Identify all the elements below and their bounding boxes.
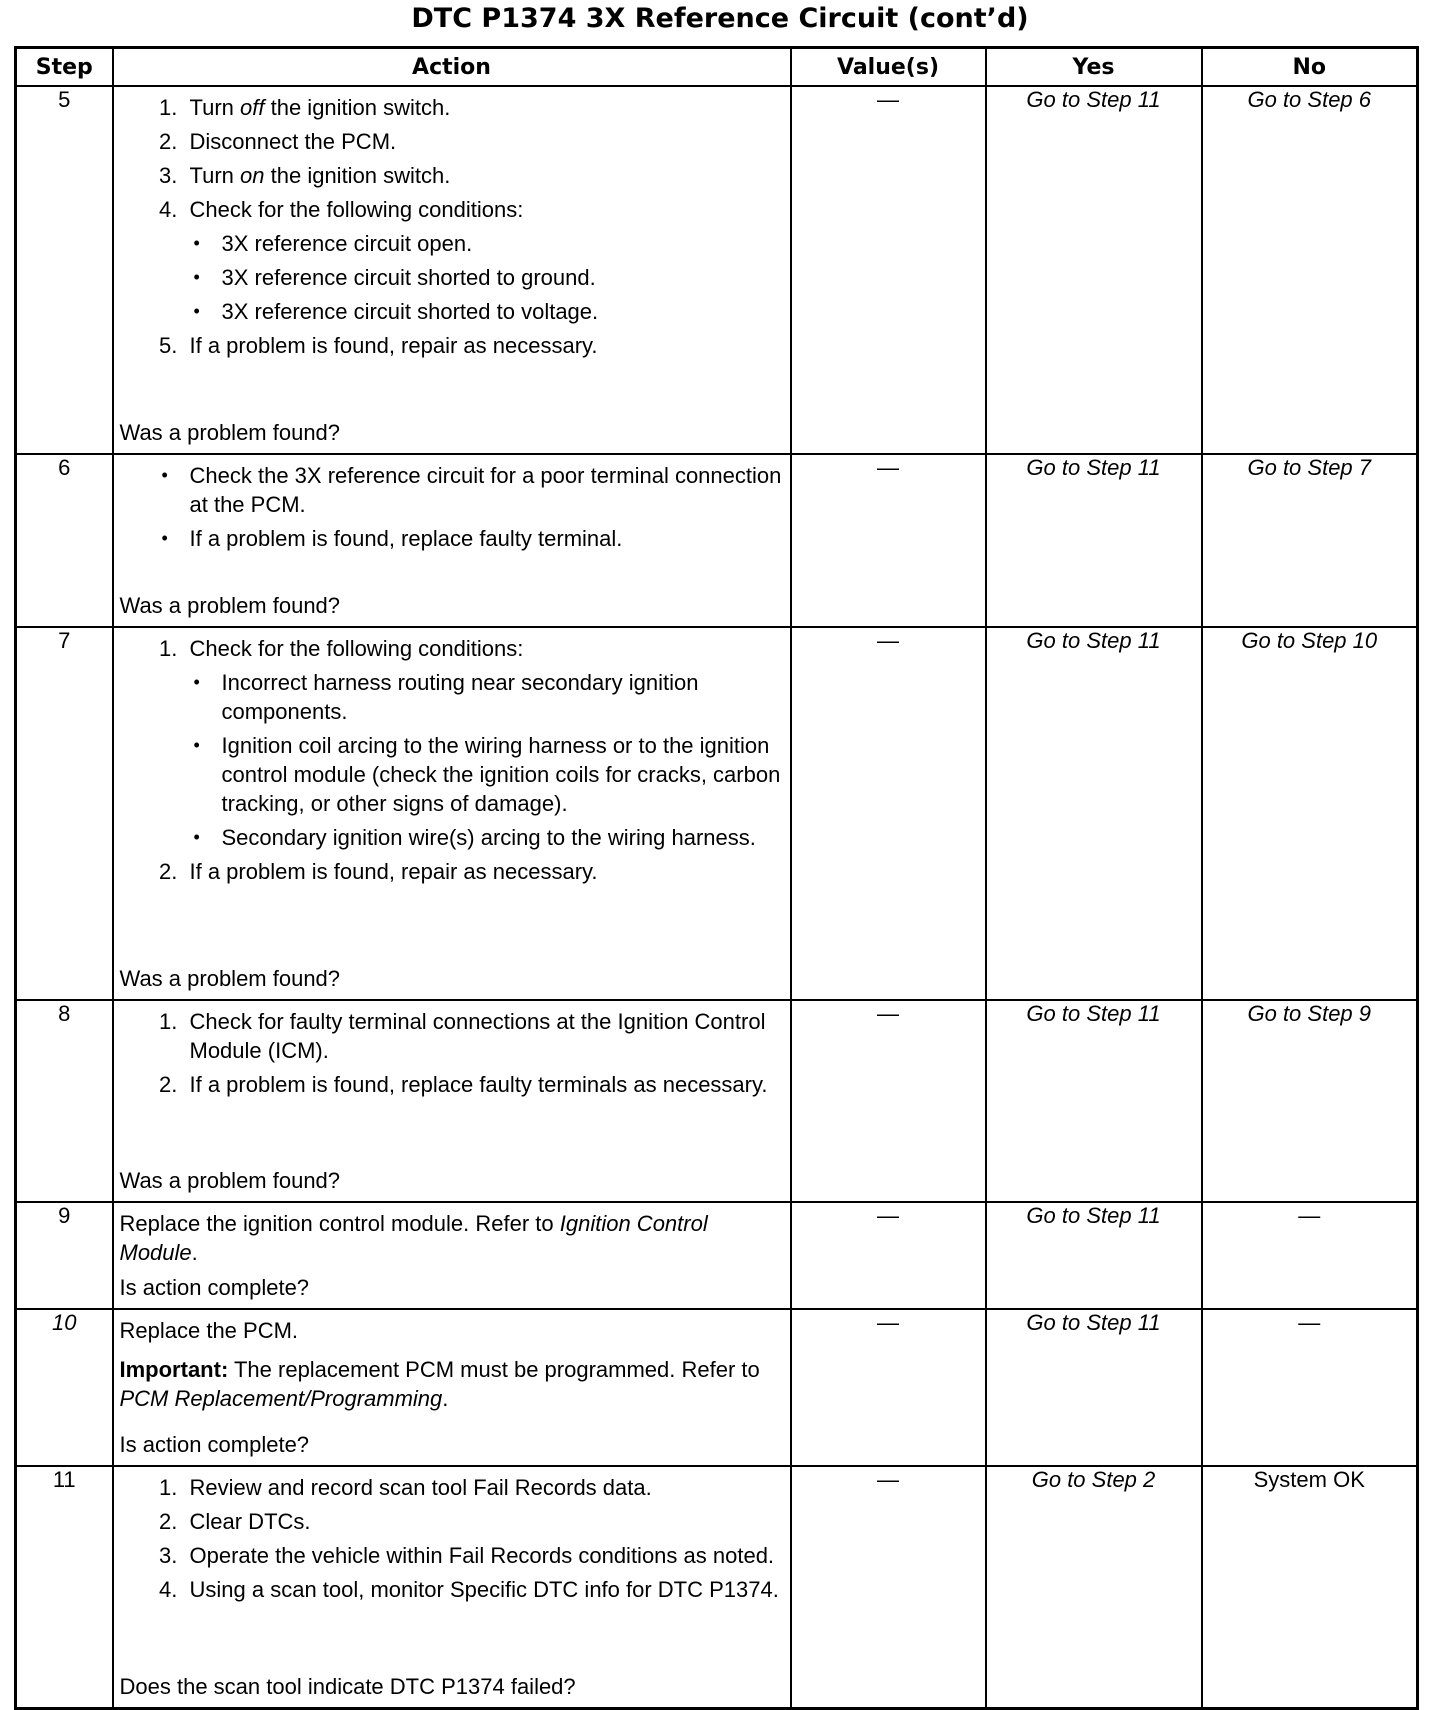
action-item: 1. Turn off the ignition switch. xyxy=(184,93,784,122)
action-cell xyxy=(113,627,791,1000)
bullet-item: • Check the 3X reference circuit for a poor terminal connection at the PCM. xyxy=(188,461,784,519)
yes-cell xyxy=(986,86,1202,454)
no-cell xyxy=(1202,1202,1418,1309)
yes-cell xyxy=(986,454,1202,627)
table-row-step-5 xyxy=(16,86,1418,454)
no-cell xyxy=(1202,1466,1418,1709)
value-dash: — xyxy=(791,627,986,1000)
action-cell xyxy=(113,454,791,627)
yes-cell xyxy=(986,1202,1202,1309)
important-note: Important: The replacement PCM must be programmed. Refer to PCM Replacement/Programming. xyxy=(119,1357,760,1411)
value-dash: — xyxy=(791,454,986,627)
no-dash: — xyxy=(1298,1310,1321,1335)
step-number: 11 xyxy=(16,1466,113,1709)
action-question: Does the scan tool indicate DTC P1374 failed? xyxy=(119,1674,576,1699)
yes-link: Go to Step 11 xyxy=(1026,1310,1161,1335)
action-question: Was a problem found? xyxy=(119,1168,341,1193)
header-values: Value(s) xyxy=(791,48,986,87)
table-row-step-7 xyxy=(16,627,1418,1000)
step-number: 10 xyxy=(16,1309,113,1466)
yes-cell xyxy=(986,1466,1202,1709)
no-link: Go to Step 9 xyxy=(1247,1001,1372,1026)
bullet-item: • 3X reference circuit shorted to voltage. xyxy=(220,297,784,326)
action-cell xyxy=(113,86,791,454)
value-dash: — xyxy=(791,1466,986,1709)
no-link: Go to Step 10 xyxy=(1241,628,1378,653)
action-cell xyxy=(113,1202,791,1309)
action-item: 4. Check for the following conditions: • 3X reference circuit open. • 3X reference circuit shorted to ground. • 3X reference circuit shorted to voltage. xyxy=(184,195,784,326)
action-question: Was a problem found? xyxy=(119,593,341,618)
header-row xyxy=(16,48,1418,87)
action-item: 1. Check for the following conditions: • Incorrect harness routing near secondary ignition components. • Ignition coil arcing to the wiring harness or to the ignition control module (check the ignition coils for cracks, carbon tracking, or other signs of damage). • Secondary ignition wire(s) arcing to the wiring harness. xyxy=(184,634,784,852)
no-result: System OK xyxy=(1253,1467,1365,1492)
bullet-item: • Ignition coil arcing to the wiring harness or to the ignition control module (check the ignition coils for cracks, carbon tracking, or other signs of damage). xyxy=(220,731,784,818)
action-item: 3. Turn on the ignition switch. xyxy=(184,161,784,190)
no-dash: — xyxy=(1298,1203,1321,1228)
yes-link: Go to Step 11 xyxy=(1026,1001,1161,1026)
step-number: 5 xyxy=(16,86,113,454)
action-text: Replace the PCM. xyxy=(119,1318,299,1343)
action-question: Is action complete? xyxy=(119,1275,310,1300)
bullet-item: • 3X reference circuit shorted to ground. xyxy=(220,263,784,292)
yes-cell xyxy=(986,1309,1202,1466)
step-number: 8 xyxy=(16,1000,113,1202)
yes-link: Go to Step 2 xyxy=(1031,1467,1156,1492)
header-no: No xyxy=(1202,48,1418,87)
table-row-step-6 xyxy=(16,454,1418,627)
table-row-step-9 xyxy=(16,1202,1418,1309)
bullet-item: • If a problem is found, replace faulty terminal. xyxy=(188,524,784,553)
bullet-item: • Secondary ignition wire(s) arcing to the wiring harness. xyxy=(220,823,784,852)
yes-link: Go to Step 11 xyxy=(1026,628,1161,653)
header-yes: Yes xyxy=(986,48,1202,87)
step-number: 9 xyxy=(16,1202,113,1309)
step-number: 6 xyxy=(16,454,113,627)
action-item: 4. Using a scan tool, monitor Specific DTC info for DTC P1374. xyxy=(184,1575,784,1604)
table-row-step-8 xyxy=(16,1000,1418,1202)
action-item: 1. Check for faulty terminal connections at the Ignition Control Module (ICM). xyxy=(184,1007,784,1065)
yes-link: Go to Step 11 xyxy=(1026,455,1161,480)
diagnostic-table xyxy=(14,46,1419,1710)
no-link: Go to Step 6 xyxy=(1247,87,1372,112)
action-item: 5. If a problem is found, repair as necessary. xyxy=(184,331,784,360)
action-text: Replace the ignition control module. Refer to Ignition Control Module. xyxy=(119,1211,708,1265)
action-item: 2. Clear DTCs. xyxy=(184,1507,784,1536)
no-link: Go to Step 7 xyxy=(1247,455,1372,480)
value-dash: — xyxy=(791,1309,986,1466)
action-item: 3. Operate the vehicle within Fail Records conditions as noted. xyxy=(184,1541,784,1570)
action-item: 1. Review and record scan tool Fail Records data. xyxy=(184,1473,784,1502)
yes-cell xyxy=(986,627,1202,1000)
no-cell xyxy=(1202,1000,1418,1202)
action-item: 2. If a problem is found, replace faulty terminals as necessary. xyxy=(184,1070,784,1099)
header-step: Step xyxy=(16,48,113,87)
action-question: Was a problem found? xyxy=(119,966,341,991)
yes-link: Go to Step 11 xyxy=(1026,1203,1161,1228)
no-cell xyxy=(1202,1309,1418,1466)
action-item: 2. Disconnect the PCM. xyxy=(184,127,784,156)
value-dash: — xyxy=(791,1000,986,1202)
yes-link: Go to Step 11 xyxy=(1026,87,1161,112)
value-dash: — xyxy=(791,1202,986,1309)
page-title: DTC P1374 3X Reference Circuit (cont’d) xyxy=(411,3,1029,34)
table-row-step-11 xyxy=(16,1466,1418,1709)
yes-cell xyxy=(986,1000,1202,1202)
no-cell xyxy=(1202,627,1418,1000)
table-row-step-10 xyxy=(16,1309,1418,1466)
step-number: 7 xyxy=(16,627,113,1000)
no-cell xyxy=(1202,86,1418,454)
action-question: Is action complete? xyxy=(119,1432,310,1457)
bullet-item: • 3X reference circuit open. xyxy=(220,229,784,258)
action-item: 2. If a problem is found, repair as necessary. xyxy=(184,857,784,886)
value-dash: — xyxy=(791,86,986,454)
action-question: Was a problem found? xyxy=(119,420,341,445)
header-action: Action xyxy=(113,48,791,87)
action-cell xyxy=(113,1309,791,1466)
bullet-item: • Incorrect harness routing near secondary ignition components. xyxy=(220,668,784,726)
action-cell xyxy=(113,1466,791,1709)
action-cell xyxy=(113,1000,791,1202)
no-cell xyxy=(1202,454,1418,627)
